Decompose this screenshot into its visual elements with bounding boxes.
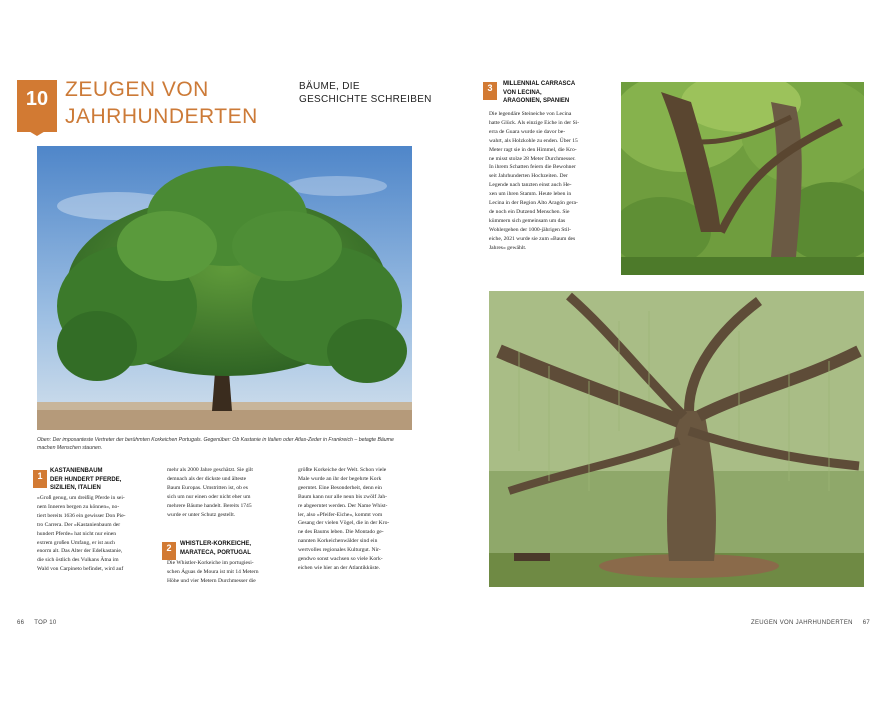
column-2-text: mehr als 2000 Jahre geschätzt. Sie gilt demnach als der dickste und älteste Baum Europas. Umstritten ist, ob es sich um nur einen oder nicht eher um mehrere Bäume handelt. Bereits 1745 wurde er unter Schutz gestellt. [167, 467, 253, 518]
entry-3-text: Die legendäre Steineiche von Lecina hatte Glück. Als einzige Eiche in der Si- erra de Guara wurde sie davor be- wahrt, als Holzkohle zu enden. Über 15 Meter ragt sie in den Himmel, die Kro- ne misst stolze 28 Meter Durchmesser. In ihrem Schatten feiern die Bewohner seit Jahrhunderten Hochzeiten. Der Legende nach tanzten einst auch He- xen um ihren Stamm. Heute leben in Lecina in der Region Alto Aragón gera- de noch ein Dutzend Menschen. Sie kümmern sich gemeinsam um das Wohlergehen der 1000-jährigen Stil- eiche, 2021 wurde sie zum »Baum des Jahres« gewählt. [489, 111, 580, 251]
photo-atlas-cedar [489, 291, 864, 587]
page-number-right: 67 [862, 620, 870, 626]
page-number-left: 66 [17, 620, 25, 626]
footer-right [700, 620, 870, 626]
entry-3-badge: 3 [483, 82, 497, 100]
entry-1-text: »Groß genug, um dreißig Pferde in sei- nem Inneren bergen zu können«, no- tiert bereits 1636 ein gewisser Don Pie- tro Carrera. Der »Kastanienbaum der hundert Pferde« hat nicht nur einen extrem großen Umfang, er ist auch enorm alt. Das Alter der Edelkastanie, die sich östlich des Vulkans Ätna im Wald von Carpineto befindet, wird auf [37, 495, 126, 573]
chapter-number: 10 [25, 88, 49, 110]
entry-1-badge: 1 [33, 470, 47, 488]
footer-section-label: TOP 10 [34, 620, 57, 626]
footer-left [17, 620, 57, 626]
page-title: ZEUGEN VON JAHRHUNDERTEN [65, 78, 258, 128]
entry-1-heading: KASTANIENBAUM DER HUNDERT PFERDE, SIZILIEN, ITALIEN [50, 468, 122, 491]
entry-2-badge: 2 [162, 542, 176, 560]
entry-2-heading: WHISTLER-KORKEICHE, MARATECA, PORTUGAL [180, 541, 251, 556]
entry-3-heading: MILLENNIAL CARRASCA VON LECINA, ARAGONIEN, SPANIEN [503, 81, 576, 104]
column-3-text: größte Korkeiche der Welt. Schon viele Male wurde an ihr der begehrte Kork geerntet. Eine Besonderheit, denn ein Baum kann nur alle neun bis zwölf Jah- re abgeerntet werden. Der Name Whist- ler, also »Pfeifer-Eiche«, kommt vom Gesang der vielen Vögel, die in der Kro- ne des Baums leben. Die Montado ge- nannten Korkeichenwälder sind ein wertvolles regionales Kulturgut. Nir- gendwo sonst wachsen so viele Kork- eichen wie hier an der Atlantikküste. [298, 467, 390, 571]
chapter-number-badge [17, 80, 57, 132]
photo-holm-oak [621, 82, 864, 275]
photo-caption: Oben: Der imposanteste Vertreter der berühmten Korkeichen Portugals. Gegenüber: Ob Kastanie in Italien oder Atlas-Zeder in Frankreich – betagte Bäume machen Menschen staunen. [37, 437, 394, 451]
photo-cork-oak [37, 146, 412, 430]
footer-chapter-label: ZEUGEN VON JAHRHUNDERTEN [750, 620, 853, 626]
entry-2-text: Die Whistler-Korkeiche im portugiesi- schen Águas de Moura ist mit 14 Metern Höhe und vier Metern Durchmesser die [167, 560, 259, 584]
page-subtitle: BÄUME, DIE GESCHICHTE SCHREIBEN [299, 81, 432, 105]
